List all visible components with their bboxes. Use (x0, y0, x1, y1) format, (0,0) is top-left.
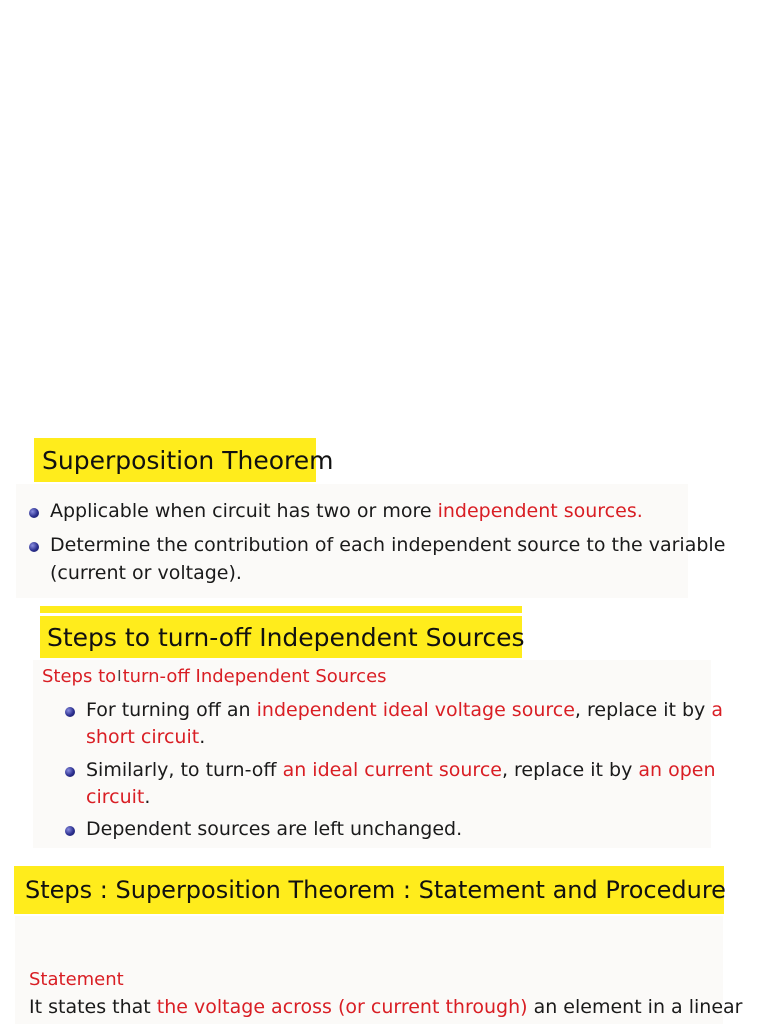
slide2-bullet2-line1 (86, 760, 716, 782)
highlight: independent ideal voltage source (256, 699, 575, 721)
slide2-bullet1-line1 (86, 700, 723, 722)
highlight: an ideal current source (282, 759, 502, 781)
text: Similarly, to turn-off (86, 759, 283, 781)
text: It states that (29, 996, 157, 1018)
slide2-title-strip (40, 606, 522, 613)
text: an element in a linear (527, 996, 743, 1018)
text: For turning off an (86, 699, 257, 721)
slide2-subtitle (42, 667, 387, 688)
slide1-bullet1-text: Applicable when circuit has two or more (50, 500, 438, 522)
text: , replace it by (501, 759, 639, 781)
slide2-bullet1-line2 (86, 727, 205, 749)
highlight: a (711, 699, 723, 721)
slide1-bullet1 (50, 501, 643, 523)
text-cursor-icon: I (117, 667, 122, 685)
slide2-bullet2-line2 (86, 787, 150, 809)
slide1-bullet1-highlight: independent sources. (437, 500, 643, 522)
text: . (199, 726, 206, 748)
bullet-icon (29, 542, 39, 552)
highlight: circuit (86, 786, 145, 808)
highlight: an open (638, 759, 716, 781)
slide2-title: Steps to turn-off Independent Sources (40, 616, 522, 658)
slide2-subtitle-a: Steps to (42, 666, 117, 687)
slide1-bullet2-line2: (current or voltage). (50, 562, 242, 584)
slide2-bullet3: Dependent sources are left unchanged. (86, 818, 463, 840)
slide3-title: Steps : Superposition Theorem : Statement and Procedure (14, 866, 724, 914)
highlight: short circuit (86, 726, 200, 748)
slide3-statement-line (29, 997, 742, 1019)
bullet-icon (65, 767, 75, 777)
bullet-icon (65, 707, 75, 717)
text: , replace it by (574, 699, 712, 721)
bullet-icon (29, 508, 39, 518)
bullet-icon (65, 826, 75, 836)
slide1-title: Superposition Theorem (34, 438, 316, 482)
highlight: the voltage across (or current through) (156, 996, 528, 1018)
slide2-subtitle-b: turn-off Independent Sources (122, 666, 387, 687)
slide3-statement-label: Statement (29, 969, 124, 990)
text: . (144, 786, 151, 808)
slide1-bullet2-line1: Determine the contribution of each independent source to the variable (50, 534, 726, 556)
